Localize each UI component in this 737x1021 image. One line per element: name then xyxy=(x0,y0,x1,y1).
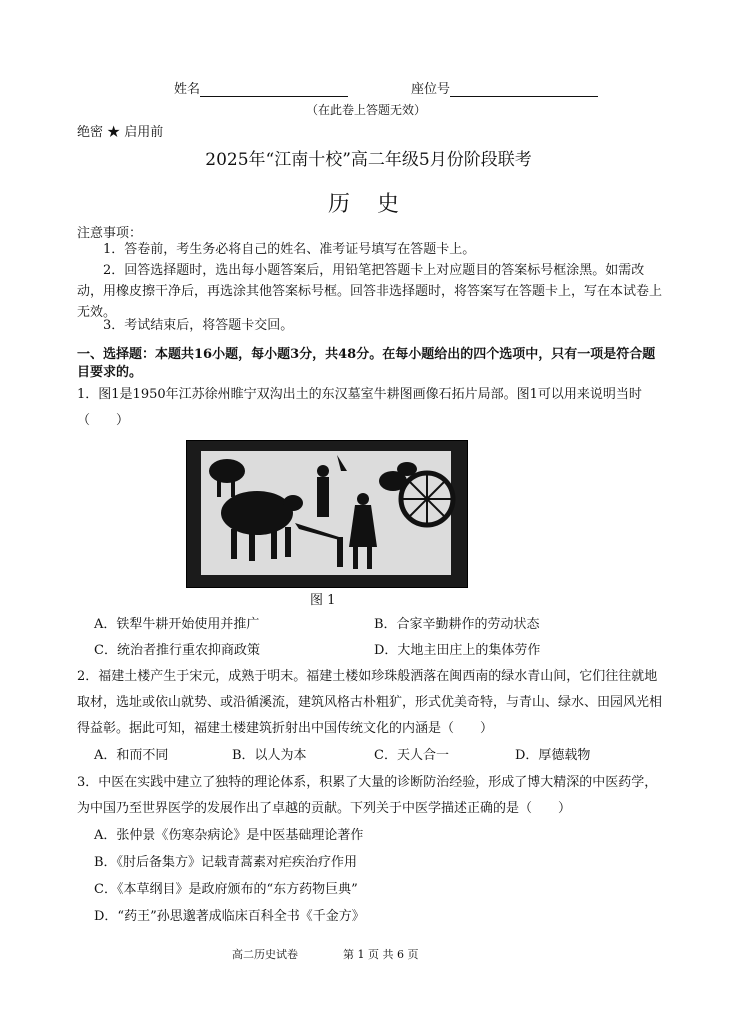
notice-heading: 注意事项： xyxy=(77,226,143,241)
notice-item-2: 2．回答选择题时，选出每小题答案后，用铅笔把答题卡上对应题目的答案标号框涂黑。如需改动，用橡皮擦干净后，再选涂其他答案标号框。回答非选择题时，将答案写在答题卡上，写在本试卷上无效。 xyxy=(77,263,663,320)
q3-option-b[interactable]: B．《肘后备集方》记载青蒿素对疟疾治疗作用 xyxy=(94,855,358,870)
q1-option-c[interactable]: C．统治者推行重农抑商政策 xyxy=(94,643,260,658)
notice-item-3: 3．考试结束后，将答题卡交回。 xyxy=(103,318,294,333)
q3-option-d[interactable]: D．“药王”孙思邈著成临床百科全书《千金方》 xyxy=(94,909,365,924)
q1-option-d[interactable]: D．大地主田庄上的集体劳作 xyxy=(374,643,541,658)
q1-option-b[interactable]: B．合家辛勤耕作的劳动状态 xyxy=(374,617,540,632)
name-row xyxy=(174,78,348,97)
name-label: 姓名 xyxy=(174,82,201,97)
q3-option-c[interactable]: C．《本草纲目》是政府颁布的“东方药物巨典” xyxy=(94,882,358,897)
invalid-note: （在此卷上答题无效） xyxy=(306,103,427,117)
q2-option-c[interactable]: C．天人合一 xyxy=(374,748,449,763)
q2-option-d[interactable]: D．厚德载物 xyxy=(515,748,591,763)
question-1-stem: 1．图1是1950年江苏徐州睢宁双沟出土的东汉墓室牛耕图画像石拓片局部。图1可以用来说明当时（ ） xyxy=(77,387,642,428)
name-blank[interactable] xyxy=(200,82,348,97)
exam-title: 2025年“江南十校”高二年级5月份阶段联考 xyxy=(205,150,532,170)
seat-label: 座位号 xyxy=(411,82,451,97)
figure-caption: 图 1 xyxy=(310,593,336,608)
ox-plowing-rubbing-figure xyxy=(186,440,468,588)
question-2-stem: 2．福建土楼产生于宋元，成熟于明末。福建土楼如珍珠般洒落在闽西南的绿水青山间，它们往往就地取材，选址或依山就势、或沿循溪流，建筑风格古朴粗犷，形式优美奇特，与青山、绿水、田园风光相得益彰。据此可知，福建土楼建筑折射出中国传统文化的内涵是（ ） xyxy=(77,669,663,736)
secret-label: 绝密 ★ 启用前 xyxy=(77,125,164,140)
q3-option-a[interactable]: A．张仲景《伤寒杂病论》是中医基础理论著作 xyxy=(94,828,364,843)
notice-item-1: 1．答卷前，考生务必将自己的姓名、准考证号填写在答题卡上。 xyxy=(103,242,476,257)
question-3-stem: 3．中医在实践中建立了独特的理论体系，积累了大量的诊断防治经验，形成了博大精深的中医药学，为中国乃至世界医学的发展作出了卓越的贡献。下列关于中医学描述正确的是（ ） xyxy=(77,775,658,816)
q2-option-a[interactable]: A．和而不同 xyxy=(94,748,169,763)
section-heading: 一、选择题：本题共16小题，每小题3分，共48分。在每小题给出的四个选项中，只有一项是符合题目要求的。 xyxy=(77,347,656,380)
seat-row xyxy=(411,78,598,97)
seat-blank[interactable] xyxy=(450,82,598,97)
footer-page-number: 第 1 页 共 6 页 xyxy=(343,948,419,961)
subject-title: 历 史 xyxy=(328,192,409,217)
footer-exam-name: 高二历史试卷 xyxy=(232,948,298,961)
q1-option-a[interactable]: A．铁犁牛耕开始使用并推广 xyxy=(94,617,260,632)
q2-option-b[interactable]: B．以人为本 xyxy=(232,748,307,763)
